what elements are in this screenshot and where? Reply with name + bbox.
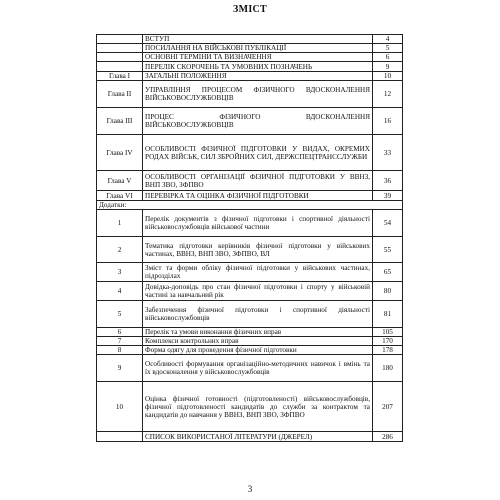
toc-entry: Комплекси контрольних вправ bbox=[143, 337, 373, 346]
toc-entry: Перелік документів з фізичної підготовки і спортивної діяльності військовослужбовців військової частини bbox=[143, 210, 373, 237]
table-row bbox=[97, 301, 403, 328]
page-ref: 33 bbox=[373, 135, 403, 171]
toc-entry: Зміст та форми обліку фізичної підготовки у військових частинах, підрозділах bbox=[143, 263, 373, 282]
table-row bbox=[97, 201, 403, 210]
appendix-number: 2 bbox=[97, 237, 143, 263]
appendix-number: 6 bbox=[97, 328, 143, 337]
appendix-number: 10 bbox=[97, 382, 143, 432]
page-ref: 4 bbox=[373, 35, 403, 44]
chapter-cell bbox=[97, 44, 143, 53]
appendix-label: Додатки: bbox=[97, 201, 403, 210]
toc-entry: Довідка-доповідь про стан фізичної підготовки і спорту у військовій частині за навчальний рік bbox=[143, 282, 373, 301]
toc-entry: ОСНОВНІ ТЕРМІНИ ТА ВИЗНАЧЕННЯ bbox=[143, 53, 373, 62]
appendix-number: 4 bbox=[97, 282, 143, 301]
table-row bbox=[97, 210, 403, 237]
appendix-number: 8 bbox=[97, 346, 143, 355]
toc-entry: ЗАГАЛЬНІ ПОЛОЖЕННЯ bbox=[143, 72, 373, 81]
page-ref: 5 bbox=[373, 44, 403, 53]
toc-entry: СПИСОК ВИКОРИСТАНОЇ ЛІТЕРАТУРИ (ДЖЕРЕЛ) bbox=[143, 432, 373, 442]
page-ref: 180 bbox=[373, 355, 403, 382]
appendix-number: 7 bbox=[97, 337, 143, 346]
page-number: 3 bbox=[247, 484, 253, 494]
toc-entry: Форма одягу для проведення фізичної підготовки bbox=[143, 346, 373, 355]
table-row bbox=[97, 346, 403, 355]
table-row bbox=[97, 282, 403, 301]
table-row bbox=[97, 44, 403, 53]
page-ref: 10 bbox=[373, 72, 403, 81]
page-ref: 9 bbox=[373, 62, 403, 72]
toc-entry: ПОСИЛАННЯ НА ВІЙСЬКОВІ ПУБЛІКАЦІЇ bbox=[143, 44, 373, 53]
table-row bbox=[97, 108, 403, 135]
chapter-cell: Глава VI bbox=[97, 191, 143, 201]
chapter-cell: Глава V bbox=[97, 171, 143, 191]
appendix-number: 5 bbox=[97, 301, 143, 328]
chapter-cell: Глава II bbox=[97, 81, 143, 108]
page-ref: 36 bbox=[373, 171, 403, 191]
table-row bbox=[97, 62, 403, 72]
table-row bbox=[97, 171, 403, 191]
appendix-number: 9 bbox=[97, 355, 143, 382]
toc-entry: ПРОЦЕС ФІЗИЧНОГО ВДОСКОНАЛЕННЯ ВІЙСЬКОВОСЛУЖБОВЦІВ bbox=[143, 108, 373, 135]
table-row bbox=[97, 237, 403, 263]
table-row bbox=[97, 355, 403, 382]
page-ref: 55 bbox=[373, 237, 403, 263]
page-ref: 170 bbox=[373, 337, 403, 346]
toc-entry: ПЕРЕЛІК СКОРОЧЕНЬ ТА УМОВНИХ ПОЗНАЧЕНЬ bbox=[143, 62, 373, 72]
table-row bbox=[97, 328, 403, 337]
toc-entry: Оцінка фізичної готовності (підготовленості) військовослужбовців, фізичної підготовленості кандидатів до служби за контрактом та кандидатів до навчання у ВВНЗ, ВНП ЗВО, ЗФПВО bbox=[143, 382, 373, 432]
table-of-contents bbox=[96, 34, 403, 442]
toc-entry: ПЕРЕВІРКА ТА ОЦІНКА ФІЗИЧНОЇ ПІДГОТОВКИ bbox=[143, 191, 373, 201]
table-row bbox=[97, 135, 403, 171]
toc-entry: Особливості формування організаційно-методичних навичок і вмінь та їх вдосконалення у військовослужбовців bbox=[143, 355, 373, 382]
table-row bbox=[97, 263, 403, 282]
table-row bbox=[97, 191, 403, 201]
page-ref: 65 bbox=[373, 263, 403, 282]
chapter-cell bbox=[97, 62, 143, 72]
chapter-cell: Глава I bbox=[97, 72, 143, 81]
chapter-cell bbox=[97, 35, 143, 44]
toc-entry: ОСОБЛИВОСТІ ОРГАНІЗАЦІЇ ФІЗИЧНОЇ ПІДГОТОВКИ У ВВНЗ, ВНП ЗВО, ЗФПВО bbox=[143, 171, 373, 191]
page-ref: 6 bbox=[373, 53, 403, 62]
page-ref: 39 bbox=[373, 191, 403, 201]
page-title: ЗМІСТ bbox=[233, 4, 267, 15]
page-ref: 12 bbox=[373, 81, 403, 108]
chapter-cell bbox=[97, 432, 143, 442]
table-row bbox=[97, 35, 403, 44]
page-ref: 286 bbox=[373, 432, 403, 442]
page-ref: 105 bbox=[373, 328, 403, 337]
toc-entry: Забезпечення фізичної підготовки і спортивної діяльності військовослужбовців bbox=[143, 301, 373, 328]
page-ref: 16 bbox=[373, 108, 403, 135]
page-ref: 207 bbox=[373, 382, 403, 432]
table-row bbox=[97, 432, 403, 442]
page-ref: 178 bbox=[373, 346, 403, 355]
appendix-number: 1 bbox=[97, 210, 143, 237]
table-row bbox=[97, 382, 403, 432]
table-row bbox=[97, 337, 403, 346]
appendix-number: 3 bbox=[97, 263, 143, 282]
page-ref: 81 bbox=[373, 301, 403, 328]
toc-entry: ВСТУП bbox=[143, 35, 373, 44]
chapter-cell: Глава IV bbox=[97, 135, 143, 171]
page-ref: 80 bbox=[373, 282, 403, 301]
table-row bbox=[97, 72, 403, 81]
table-row bbox=[97, 81, 403, 108]
toc-entry: Тематика підготовки керівників фізичної підготовки у військових частинах, ВВНЗ, ВНП ЗВО, ЗФПВО, ВЛ bbox=[143, 237, 373, 263]
chapter-cell: Глава III bbox=[97, 108, 143, 135]
table-row bbox=[97, 53, 403, 62]
toc-entry: Перелік та умови виконання фізичних вправ bbox=[143, 328, 373, 337]
toc-entry: ОСОБЛИВОСТІ ФІЗИЧНОЇ ПІДГОТОВКИ У ВИДАХ, ОКРЕМИХ РОДАХ ВІЙСЬК, СИЛ ЗБРОЙНИХ СИЛ, ДЕРЖСПЕЦТРАНССЛУЖБИ bbox=[143, 135, 373, 171]
toc-entry: УПРАВЛІННЯ ПРОЦЕСОМ ФІЗИЧНОГО ВДОСКОНАЛЕННЯ ВІЙСЬКОВОСЛУЖБОВЦІВ bbox=[143, 81, 373, 108]
chapter-cell bbox=[97, 53, 143, 62]
page-ref: 54 bbox=[373, 210, 403, 237]
